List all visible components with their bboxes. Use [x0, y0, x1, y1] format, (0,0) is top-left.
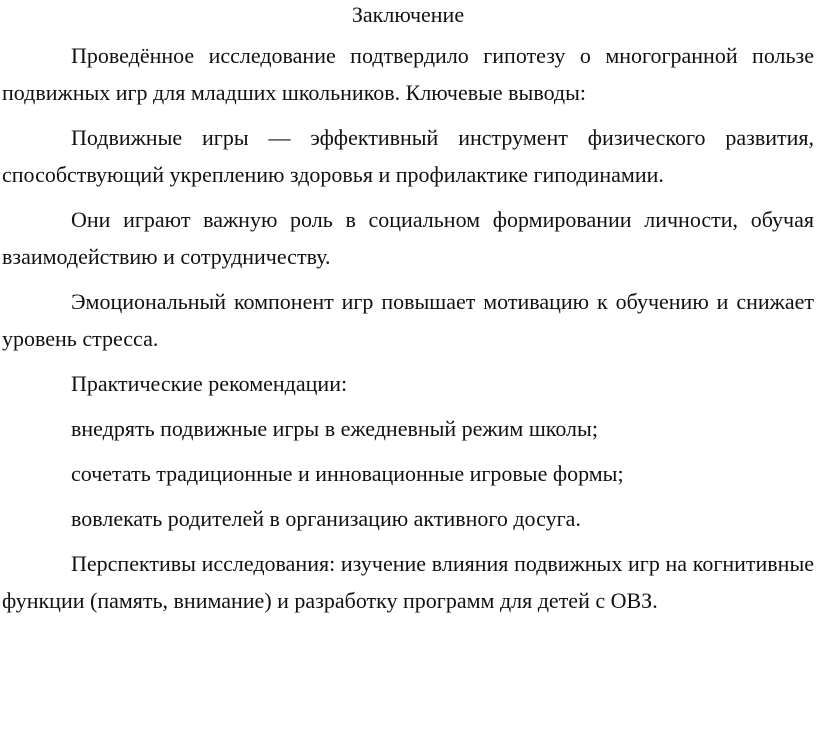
recommendation-item: внедрять подвижные игры в ежедневный режим школы; [71, 416, 598, 441]
paragraph-emotional: Эмоциональный компонент игр повышает мотивацию к обучению и снижает уровень стресса. [2, 289, 814, 351]
paragraph-physical: Подвижные игры — эффективный инструмент физического развития, способствующий укреплению здоровья и профилактике гиподинамии. [2, 125, 814, 187]
paragraph-social: Они играют важную роль в социальном формировании личности, обучая взаимодействию и сотрудничеству. [2, 207, 814, 269]
recommendation-item: сочетать традиционные и инновационные игровые формы; [71, 461, 624, 486]
paragraph-recommendations-heading: Практические рекомендации: [71, 371, 348, 396]
paragraph-intro: Проведённое исследование подтвердило гипотезу о многогранной пользе подвижных игр для младших школьников. Ключевые выводы: [2, 43, 814, 105]
recommendation-item: вовлекать родителей в организацию активного досуга. [71, 506, 581, 531]
page-title: Заключение [351, 2, 465, 27]
paragraph-prospects: Перспективы исследования: изучение влияния подвижных игр на когнитивные функции (память, внимание) и разработку программ для детей с ОВЗ. [2, 551, 814, 613]
